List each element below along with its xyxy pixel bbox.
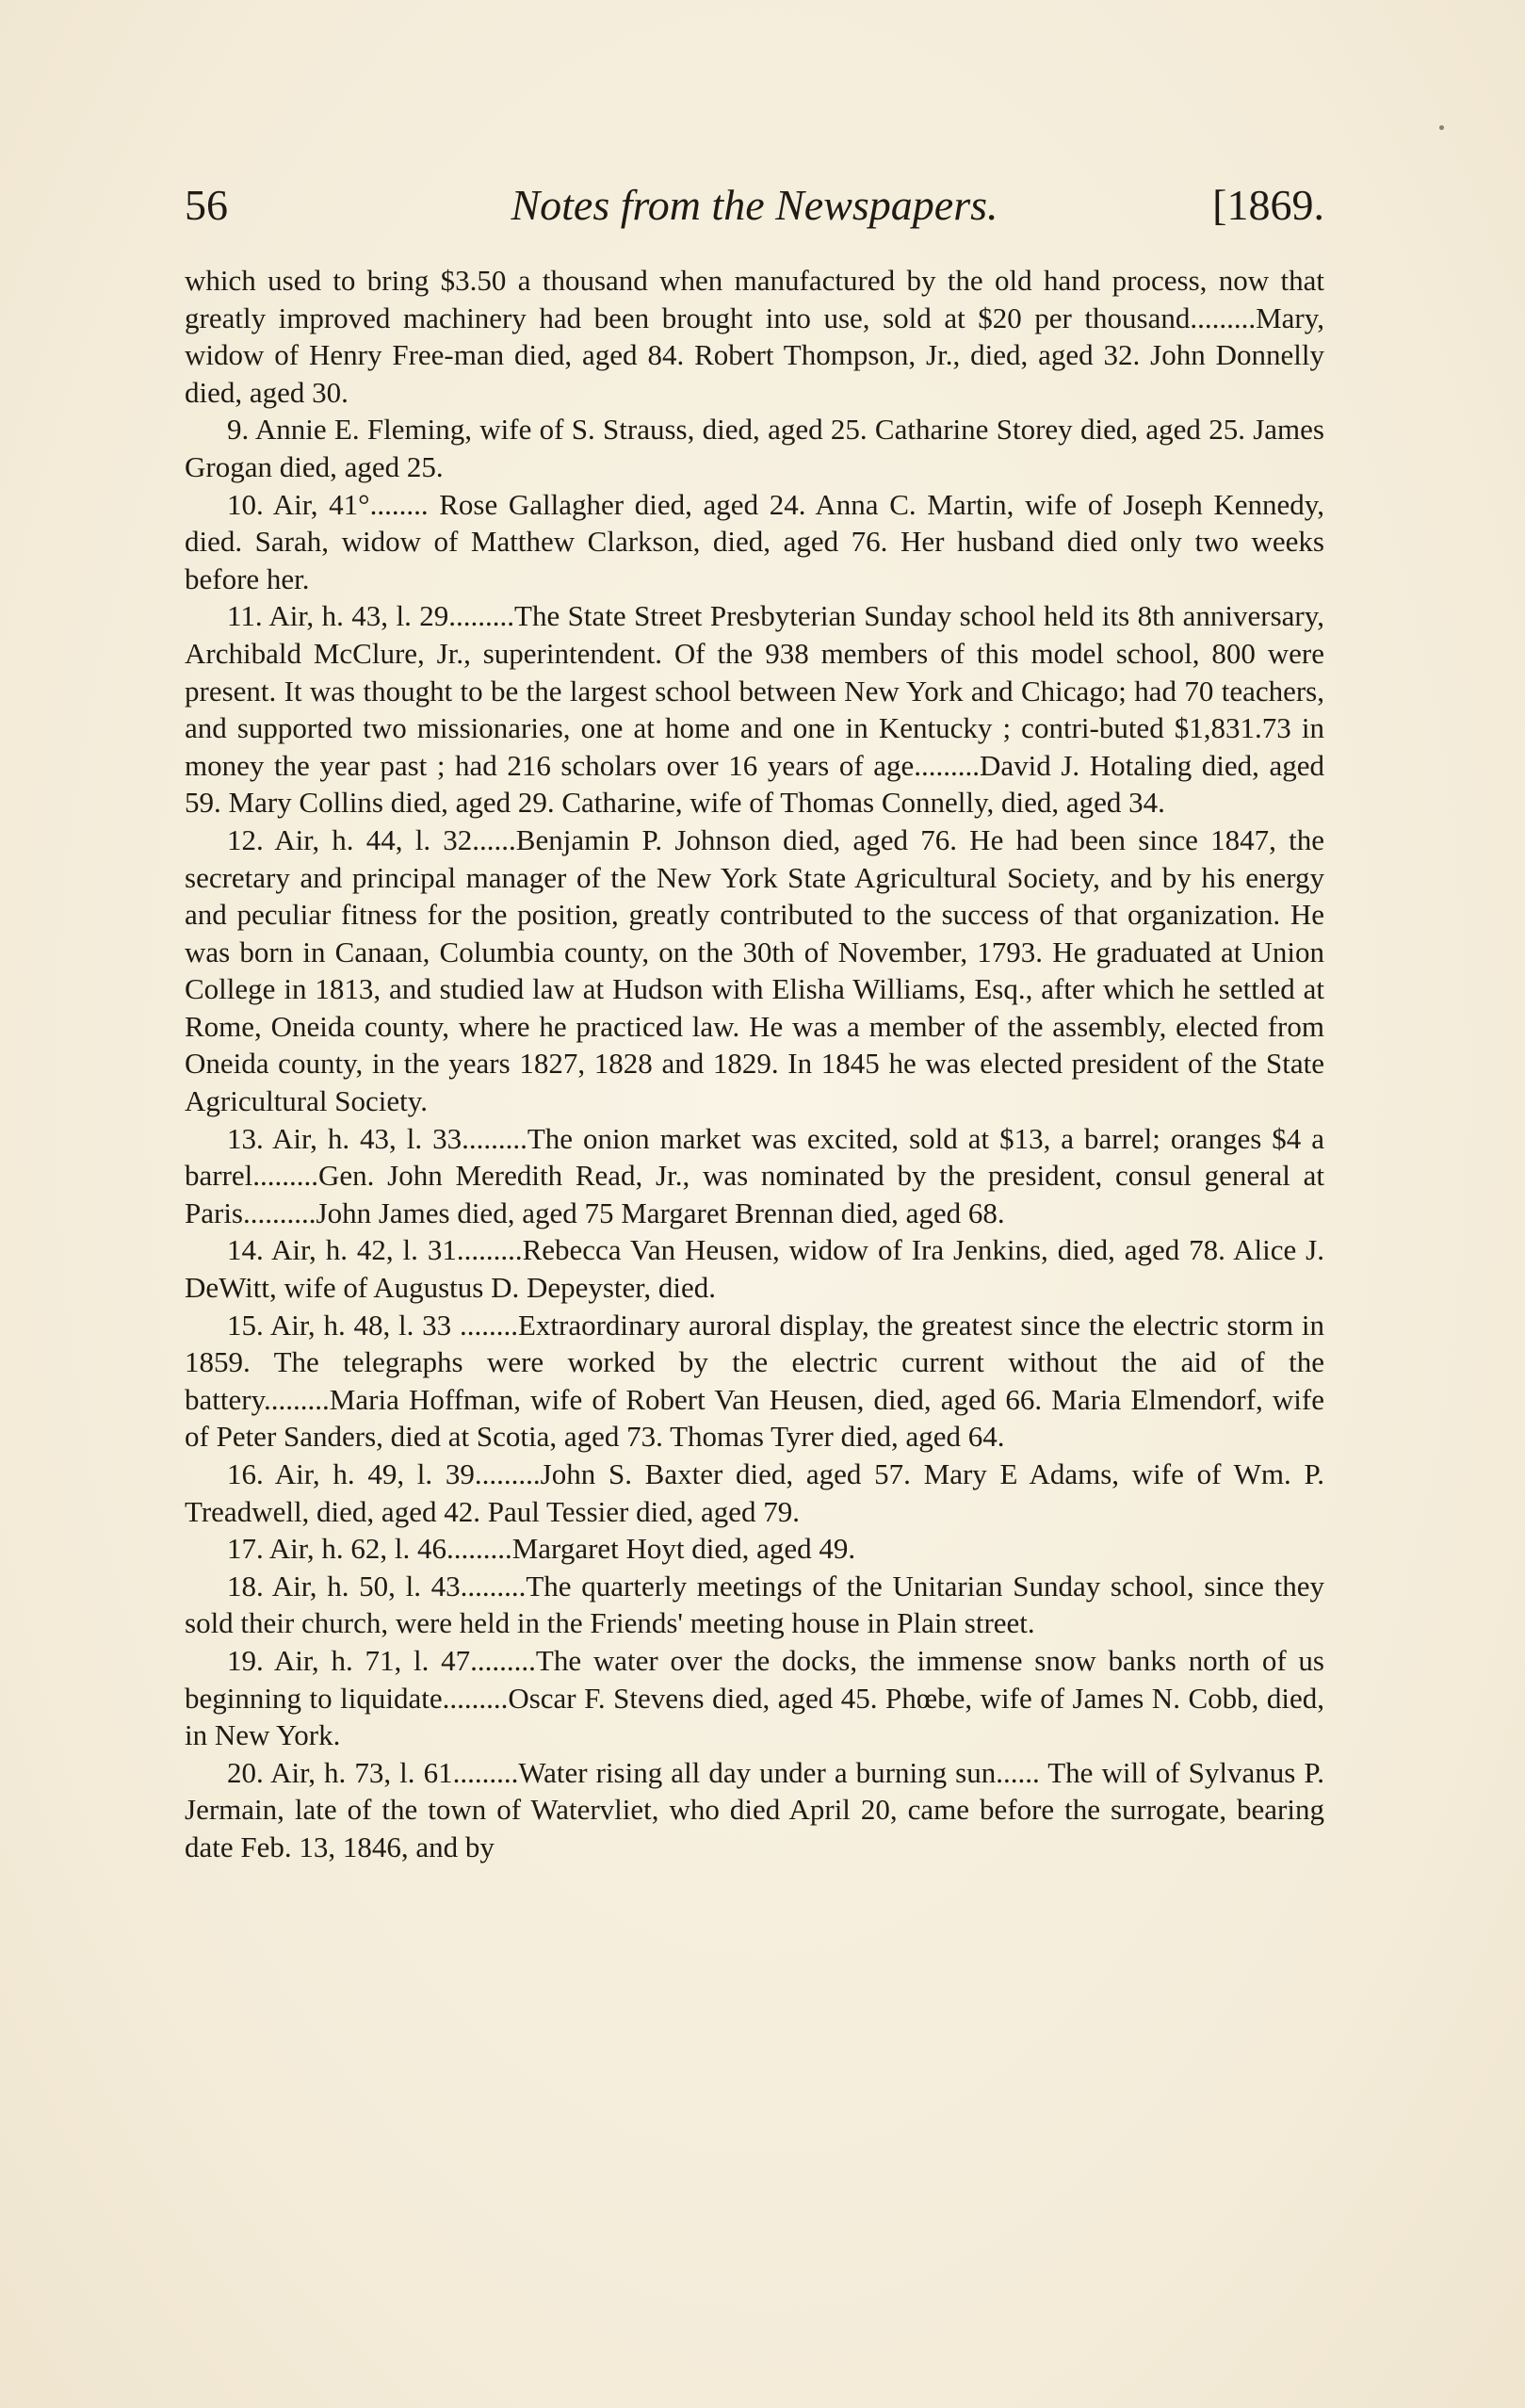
paragraph-day-11: 11. Air, h. 43, l. 29.........The State Street Presbyterian Sunday school held its 8th anniversary, Archibald McClure, Jr., superintendent. Of the 938 members of this model school, 800 were present. It was thought to be the largest school between New York and Chicago; had 70 teachers, and supported two missionaries, one at home and one in Kentucky ; contri-buted $1,831.73 in money the year past ; had 216 scholars over 16 years of age.........David J. Hotaling died, aged 59. Mary Collins died, aged 29. Catharine, wife of Thomas Connelly, died, aged 34. <box>185 599 1324 820</box>
header-year: [1869. <box>1212 181 1324 229</box>
paragraph-day-19: 19. Air, h. 71, l. 47.........The water over the docks, the immense snow banks north of us beginning to liquidate.........Oscar F. Stevens died, aged 45. Phœbe, wife of James N. Cobb, died, in New York. <box>185 1643 1324 1752</box>
paragraph-day-10: 10. Air, 41°........ Rose Gallagher died, aged 24. Anna C. Martin, wife of Joseph Kennedy, died. Sarah, widow of Matthew Clarkson, died, aged 76. Her husband died only two weeks before her. <box>185 487 1324 595</box>
paragraph-day-17: 17. Air, h. 62, l. 46.........Margaret Hoyt died, aged 49. <box>227 1532 856 1566</box>
paragraph-day-15: 15. Air, h. 48, l. 33 ........Extraordinary auroral display, the greatest since the electric storm in 1859. The telegraphs were worked by the electric current without the aid of the battery.........Maria Hoffman, wife of Robert Van Heusen, died, aged 66. Maria Elmendorf, wife of Peter Sanders, died at Scotia, aged 73. Thomas Tyrer died, aged 64. <box>185 1308 1324 1454</box>
running-title: Notes from the Newspapers. <box>511 181 998 229</box>
paragraph-day-18: 18. Air, h. 50, l. 43.........The quarterly meetings of the Unitarian Sunday school, since they sold their church, were held in the Friends' meeting house in Plain street. <box>185 1569 1324 1640</box>
page-number: 56 <box>185 181 228 229</box>
paragraph-day-13: 13. Air, h. 43, l. 33.........The onion market was excited, sold at $13, a barrel; oranges $4 a barrel.........Gen. John Meredith Read, Jr., was nominated by the president, consul general at Paris..........John James died, aged 75 Margaret Brennan died, aged 68. <box>185 1121 1324 1229</box>
paragraph-day-12: 12. Air, h. 44, l. 32......Benjamin P. Johnson died, aged 76. He had been since 1847, the secretary and principal manager of the New York State Agricultural Society, and by his energy and peculiar fitness for the position, greatly contributed to the success of that organization. He was born in Canaan, Columbia county, on the 30th of November, 1793. He graduated at Union College in 1813, and studied law at Hudson with Elisha Williams, Esq., after which he settled at Rome, Oneida county, where he practiced law. He was a member of the assembly, elected from Oneida county, in the years 1827, 1828 and 1829. In 1845 he was elected president of the State Agricultural Society. <box>185 822 1324 1118</box>
page-body <box>185 262 1324 1866</box>
paragraph-day-16: 16. Air, h. 49, l. 39.........John S. Baxter died, aged 57. Mary E Adams, wife of Wm. P. Treadwell, died, aged 42. Paul Tessier died, aged 79. <box>185 1457 1324 1528</box>
paragraph-day-20: 20. Air, h. 73, l. 61.........Water rising all day under a burning sun...... The will of Sylvanus P. Jermain, late of the town of Watervliet, who died April 20, came before the surrogate, bearing date Feb. 13, 1846, and by <box>185 1755 1324 1863</box>
paragraph-continuation: which used to bring $3.50 a thousand when manufactured by the old hand process, now that greatly improved machinery had been brought into use, sold at $20 per thousand.........Mary, widow of Henry Free-man died, aged 84. Robert Thompson, Jr., died, aged 32. John Donnelly died, aged 30. <box>185 264 1324 409</box>
paragraph-day-9: 9. Annie E. Fleming, wife of S. Strauss, died, aged 25. Catharine Storey died, aged 25. James Grogan died, aged 25. <box>185 413 1324 483</box>
ink-speck <box>1439 125 1444 130</box>
paragraph-day-14: 14. Air, h. 42, l. 31.........Rebecca Van Heusen, widow of Ira Jenkins, died, aged 78. Alice J. DeWitt, wife of Augustus D. Depeyster, died. <box>185 1233 1324 1305</box>
page-header <box>185 177 1324 234</box>
